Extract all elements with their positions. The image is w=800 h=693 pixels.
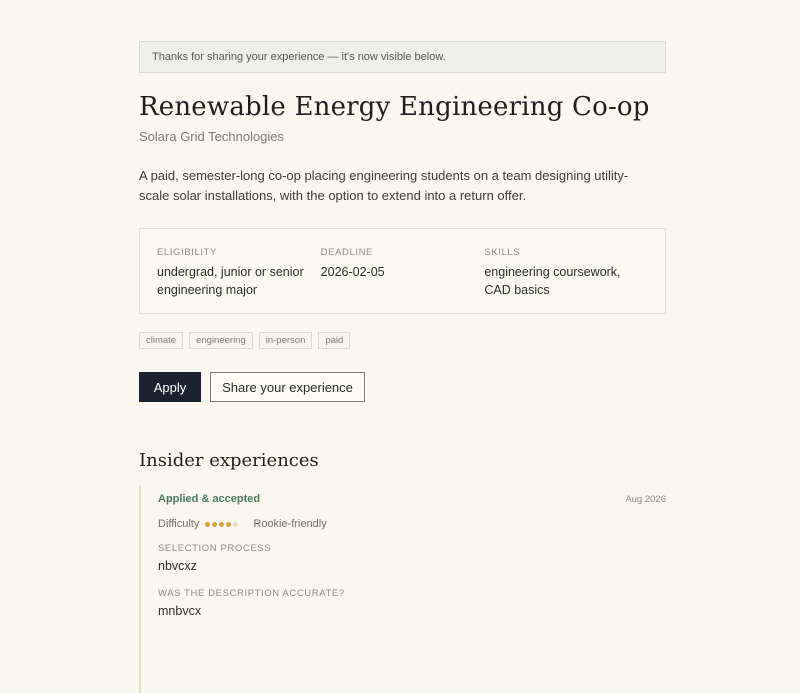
tag: climate [139,332,183,349]
star-filled-icon [212,522,217,527]
success-notice-text: Thanks for sharing your experience — it's now visible below. [152,51,446,63]
fact-deadline [321,247,485,313]
page-title: Renewable Energy Engineering Co-op [139,92,650,122]
experience-outcome: Applied & accepted [158,493,261,505]
fact-skills [484,247,648,313]
tag: paid [318,332,350,349]
difficulty-row [158,518,666,530]
success-notice [139,41,666,73]
company-name: Solara Grid Technologies [139,129,285,144]
experience-card [139,485,666,693]
fact-label: DEADLINE [320,247,373,258]
share-experience-button[interactable]: Share your experience [210,372,365,402]
fact-label: SKILLS [484,247,521,258]
opportunity-description: A paid, semester-long co-op placing engineering students on a team designing utility-scale solar installations, with the option to extend into a return offer. [139,168,629,203]
facts-panel [139,228,666,314]
tag-list [139,332,666,349]
star-empty-icon [233,522,238,527]
fact-value: 2026-02-05 [320,265,385,279]
question-label: WAS THE DESCRIPTION ACCURATE? [158,588,345,599]
fact-value: engineering coursework, CAD basics [484,265,621,297]
fact-value: undergrad, junior or senior engineering major [157,265,304,297]
action-bar [139,372,666,402]
tag: engineering [189,332,253,349]
difficulty-rating [205,522,238,527]
difficulty-text: Rookie-friendly [253,518,327,530]
fact-label: ELIGIBILITY [157,247,217,258]
main-content [139,0,666,693]
question-answer: nbvcxz [158,559,197,573]
apply-button[interactable]: Apply [139,372,201,402]
star-filled-icon [226,522,231,527]
star-filled-icon [219,522,224,527]
experience-date: Aug 2026 [625,493,666,505]
question-label: SELECTION PROCESS [158,543,272,554]
difficulty-label: Difficulty [158,518,200,530]
star-filled-icon [205,522,210,527]
section-title-experiences: Insider experiences [139,450,319,471]
experience-header [158,493,666,505]
tag: in-person [259,332,313,349]
fact-eligibility [157,247,321,313]
question-answer: mnbvcx [158,604,202,618]
